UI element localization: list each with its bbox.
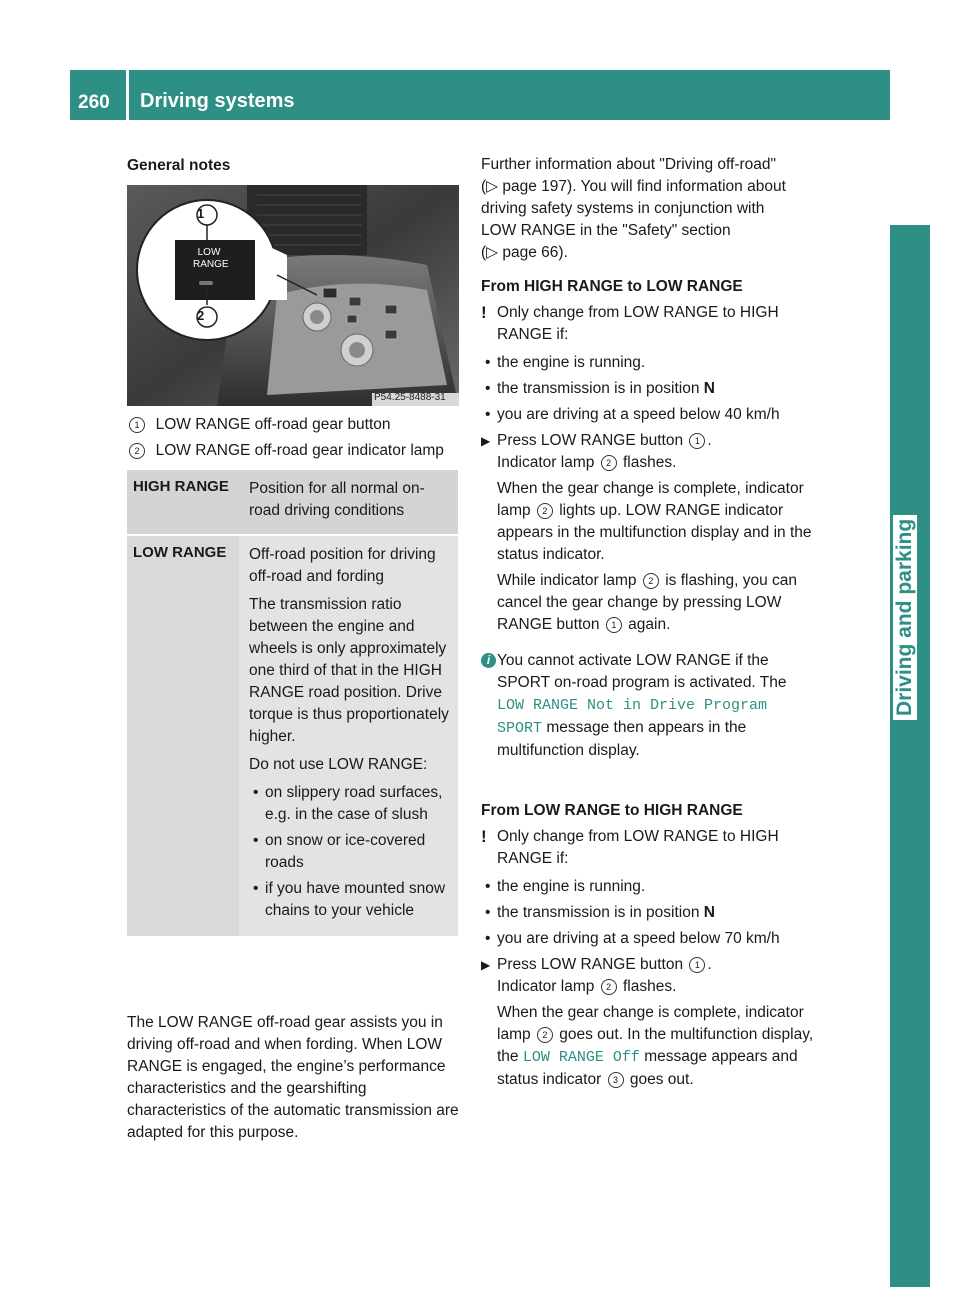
legend-item-2: 2 LOW RANGE off-road gear indicator lamp xyxy=(127,440,444,462)
section-title: General notes xyxy=(127,157,231,174)
callout-1: 1 xyxy=(197,206,205,221)
side-tab xyxy=(890,225,930,1287)
console-figure xyxy=(127,185,459,406)
callout-2: 2 xyxy=(197,308,205,323)
warning-icon: ! xyxy=(481,303,487,322)
step-arrow-icon: ▶ xyxy=(481,958,491,972)
chapter-title: Driving systems xyxy=(140,90,295,112)
list-item: • on snow or ice-covered roads xyxy=(249,830,450,874)
info-icon: i xyxy=(481,653,496,668)
figure-code: P54.25-8488-31 xyxy=(374,392,446,403)
intro-paragraph: Further information about "Driving off-road" (▷ page 197). You will find information about driving safety systems in conjunction with LOW RANGE in the "Safety" section (▷ page 66). xyxy=(481,156,786,261)
side-tab-label: Driving and parking xyxy=(893,515,917,720)
legend-item-1: 1 LOW RANGE off-road gear button xyxy=(127,414,391,436)
table-row: LOW RANGE Off-road position for driving off-road and fording The transmission ratio between the engine and wheels is only approximately one third of that in the HIGH RANGE road position. Drive torque is thus proportionately higher. Do not use LOW RANGE: • on slippery road surfaces, e.g. in the case of slush • on snow or ice-covered roads • if you have mounted snow chains to your vehicle xyxy=(127,536,458,936)
section-high-to-low: ! Only change from LOW RANGE to HIGH RANGE if: • the engine is running. • the transmission is in position N • you are driving at a speed below 40 km/h ▶ Press LOW RANGE button 1 . Indicator lamp 2 flashes. When the gear change is complete, indicator lamp 2 lights up. LOW RANGE indicator appears in the multifunction display and in the status indicator. While indicator lamp 2 is flashing, you can cancel the gear change by pressing LOW RANGE button 1 again. i You cannot activate LOW RANGE if the SPORT on-road program is activated. The LOW RANGE Not in Drive Program SPORT message then appears in the multifunction display. xyxy=(481,302,816,762)
page-number: 260 xyxy=(78,92,110,113)
list-item: • the transmission is in position N xyxy=(481,902,816,924)
body-paragraph: The LOW RANGE off-road gear assists you in driving off-road and when fording. When LOW RANGE is engaged, the engine’s performance characteristics and the gearshifting characteristics of the automatic transmission are adapted for this purpose. xyxy=(127,1014,459,1141)
warning-icon: ! xyxy=(481,827,487,846)
heading-low-to-high: From LOW RANGE to HIGH RANGE xyxy=(481,802,743,819)
header-divider xyxy=(126,70,129,120)
range-table xyxy=(127,470,458,936)
table-row: HIGH RANGE Position for all normal on-road driving conditions xyxy=(127,470,458,534)
list-item: • you are driving at a speed below 70 km/h xyxy=(481,928,816,950)
list-item: • on slippery road surfaces, e.g. in the case of slush xyxy=(249,782,450,826)
button-label: LOW RANGE xyxy=(193,247,229,270)
step-arrow-icon: ▶ xyxy=(481,434,491,448)
list-item: • the transmission is in position N xyxy=(481,378,816,400)
section-low-to-high: ! Only change from LOW RANGE to HIGH RANGE if: • the engine is running. • the transmission is in position N • you are driving at a speed below 70 km/h ▶ Press LOW RANGE button 1 . Indicator lamp 2 flashes. When the gear change is complete, indicator lamp 2 goes out. In the multifunction display, the LOW RANGE Off message appears and status indicator 3 goes out. xyxy=(481,826,816,1091)
heading-high-to-low: From HIGH RANGE to LOW RANGE xyxy=(481,278,743,295)
list-item: • if you have mounted snow chains to your vehicle xyxy=(249,878,450,922)
list-item: • the engine is running. xyxy=(481,876,816,898)
list-item: • you are driving at a speed below 40 km/h xyxy=(481,404,816,426)
list-item: • the engine is running. xyxy=(481,352,816,374)
